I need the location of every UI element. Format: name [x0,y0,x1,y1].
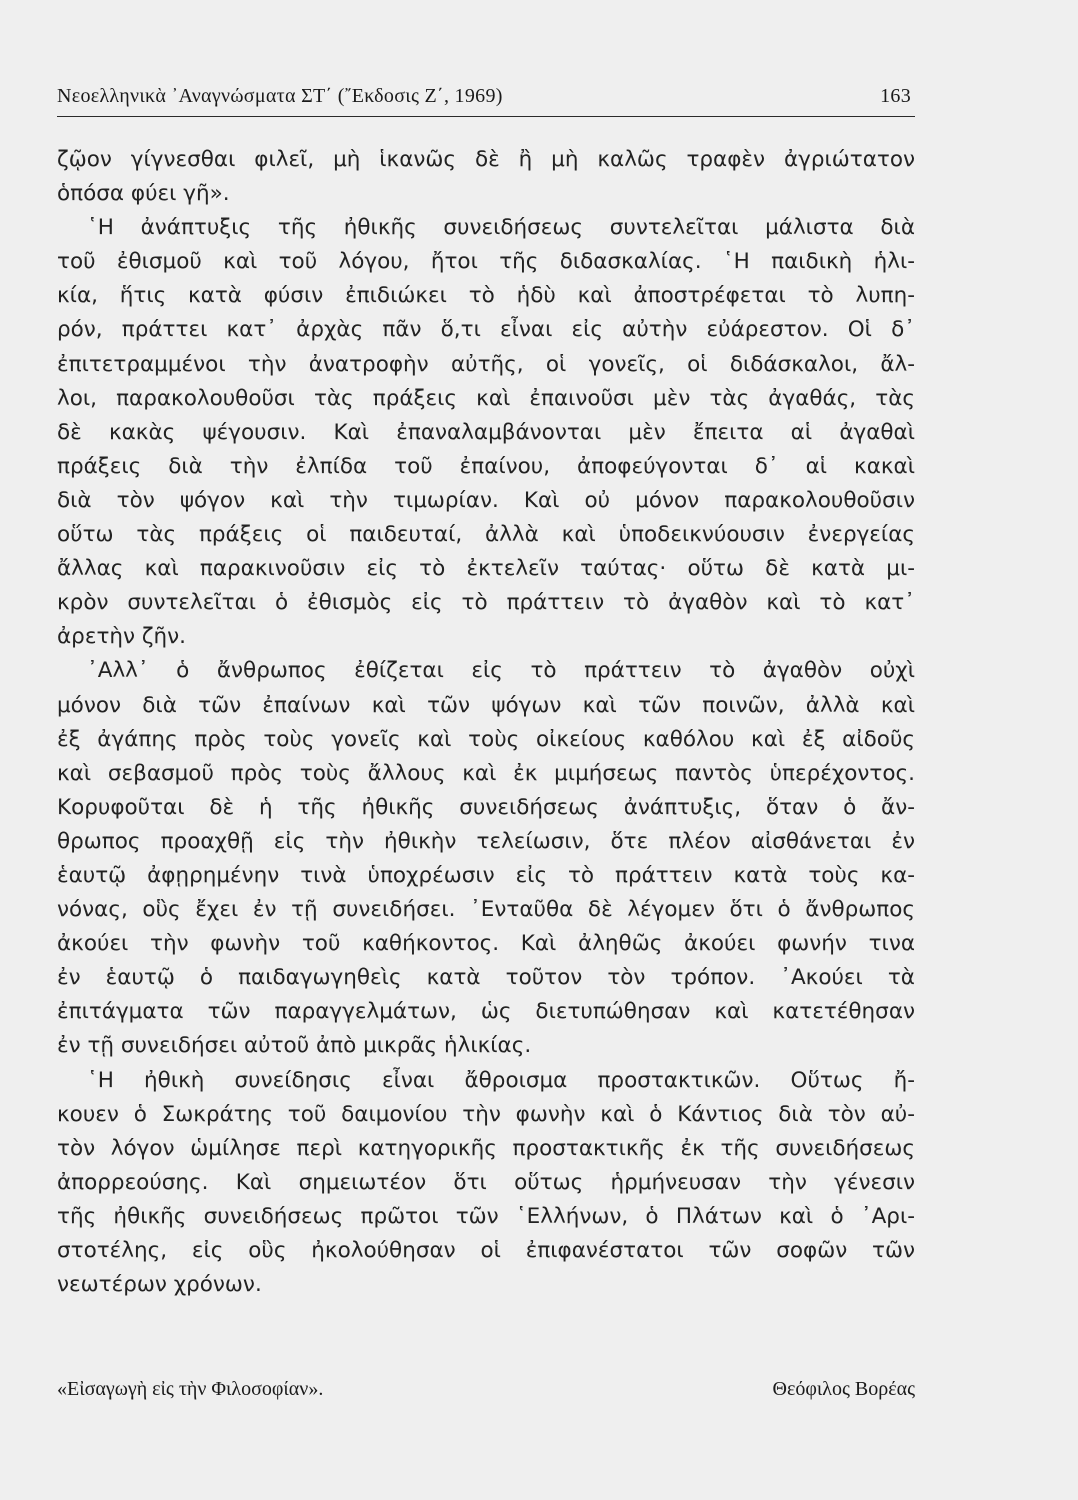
text-line: ἐπιτετραμμένοι τὴν ἀνατροφὴν αὐτῆς, οἱ γονεῖς, οἱ διδάσκαλοι, ἄλ- [57,351,915,377]
text-line: ἑαυτῷ ἀφῃρημένην τινὰ ὑποχρέωσιν εἰς τὸ πράττειν κατὰ τοὺς κα- [57,862,915,888]
text-line: τοῦ ἐθισμοῦ καὶ τοῦ λόγου, ἤτοι τῆς διδασκαλίας. ῾Η παιδικὴ ἡλι- [57,249,915,275]
text-line: Κορυφοῦται δὲ ἡ τῆς ἠθικῆς συνειδήσεως ἀνάπτυξις, ὅταν ὁ ἄν- [57,794,915,820]
text-line: καὶ σεβασμοῦ πρὸς τοὺς ἄλλους καὶ ἐκ μιμήσεως παντὸς ὑπερέχοντος. [57,760,915,786]
text-line: μόνον διὰ τῶν ἐπαίνων καὶ τῶν ψόγων καὶ τῶν ποινῶν, ἀλλὰ καὶ [57,692,915,718]
text-line: ἀρετὴν ζῆν. [57,624,187,650]
text-line: ρόν, πράττει κατ᾿ ἀρχὰς πᾶν ὅ,τι εἶναι εἰς αὐτὴν εὐάρεστον. Οἱ δ᾿ [57,317,915,343]
text-line: ὁπόσα φύει γῆ». [57,181,230,207]
author-name: Θεόφιλος Βορέας [772,1378,915,1400]
running-header [57,80,915,117]
text-line: διὰ τὸν ψόγον καὶ τὴν τιμωρίαν. Καὶ οὐ μόνον παρακολουθοῦσιν [57,487,915,513]
text-line: ῾Η ἀνάπτυξις τῆς ἠθικῆς συνειδήσεως συντελεῖται μάλιστα διὰ [87,215,915,241]
text-line: τῆς ἠθικῆς συνειδήσεως πρῶτοι τῶν ῾Ελλήνων, ὁ Πλάτων καὶ ὁ ᾿Αρι- [57,1203,915,1229]
text-line: ἐξ ἀγάπης πρὸς τοὺς γονεῖς καὶ τοὺς οἰκείους καθόλου καὶ ἐξ αἰδοῦς [57,726,915,752]
text-line: κία, ἥτις κατὰ φύσιν ἐπιδιώκει τὸ ἡδὺ καὶ ἀποστρέφεται τὸ λυπη- [57,283,915,309]
text-line: ἐν τῇ συνειδήσει αὐτοῦ ἀπὸ μικρᾶς ἡλικίας. [57,1033,532,1059]
text-line: ζῷον γίγνεσθαι φιλεῖ, μὴ ἱκανῶς δὲ ἢ μὴ καλῶς τραφὲν ἀγριώτατον [57,147,915,172]
text-line: ἐν ἑαυτῷ ὁ παιδαγωγηθεὶς κατὰ τοῦτον τὸν τρόπον. ᾿Ακούει τὰ [57,965,915,991]
text-line: νόνας, οὓς ἔχει ἐν τῇ συνειδήσει. ᾿Ενταῦθα δὲ λέγομεν ὅτι ὁ ἄνθρωπος [57,897,915,923]
text-line: δὲ κακὰς ψέγουσιν. Καὶ ἐπαναλαμβάνονται μὲν ἔπειτα αἱ ἀγαθαὶ [57,419,915,445]
page-number: 163 [880,85,911,107]
text-line: κρὸν συντελεῖται ὁ ἐθισμὸς εἰς τὸ πράττειν τὸ ἀγαθὸν καὶ τὸ κατ᾿ [57,590,915,616]
text-line: ἐπιτάγματα τῶν παραγγελμάτων, ὡς διετυπώθησαν καὶ κατετέθησαν [57,999,915,1025]
text-line: κουεν ὁ Σωκράτης τοῦ δαιμονίου τὴν φωνὴν καὶ ὁ Κάντιος διὰ τὸν αὐ- [57,1101,915,1127]
text-line: ἄλλας καὶ παρακινοῦσιν εἰς τὸ ἐκτελεῖν ταύτας· οὕτω δὲ κατὰ μι- [57,556,915,582]
text-line: στοτέλης, εἰς οὓς ἠκολούθησαν οἱ ἐπιφανέστατοι τῶν σοφῶν τῶν [57,1238,915,1263]
text-line: τὸν λόγον ὡμίλησε περὶ κατηγορικῆς προστακτικῆς ἐκ τῆς συνειδήσεως [57,1135,915,1161]
running-title: Νεοελληνικὰ ᾿Αναγνώσματα ΣΤ΄ (῎Εκδοσις Ζ΄, 1969) [57,85,503,107]
text-line: ἀπορρεούσης. Καὶ σημειωτέον ὅτι οὕτως ἡρμήνευσαν τὴν γένεσιν [57,1169,915,1195]
source-citation: «Εἰσαγωγὴ εἰς τὴν Φιλοσοφίαν». [57,1378,324,1400]
text-line: ᾿Αλλ᾿ ὁ ἄνθρωπος ἐθίζεται εἰς τὸ πράττειν τὸ ἀγαθὸν οὐχὶ [87,658,915,684]
text-line: θρωπος προαχθῇ εἰς τὴν ἠθικὴν τελείωσιν, ὅτε πλέον αἰσθάνεται ἐν [57,828,915,854]
text-line: πράξεις διὰ τὴν ἐλπίδα τοῦ ἐπαίνου, ἀποφεύγονται δ᾿ αἱ κακαὶ [57,453,915,479]
text-line: λοι, παρακολουθοῦσι τὰς πράξεις καὶ ἐπαινοῦσι μὲν τὰς ἀγαθάς, τὰς [57,385,915,411]
text-line: οὕτω τὰς πράξεις οἱ παιδευταί, ἀλλὰ καὶ ὑποδεικνύουσιν ἐνεργείας [57,522,915,548]
text-line: ῾Η ἠθικὴ συνείδησις εἶναι ἄθροισμα προστακτικῶν. Οὕτως ἤ- [87,1067,915,1093]
text-line: νεωτέρων χρόνων. [57,1272,262,1298]
text-line: ἀκούει τὴν φωνὴν τοῦ καθήκοντος. Καὶ ἀληθῶς ἀκούει φωνήν τινα [57,931,915,957]
body-text [57,143,915,1302]
